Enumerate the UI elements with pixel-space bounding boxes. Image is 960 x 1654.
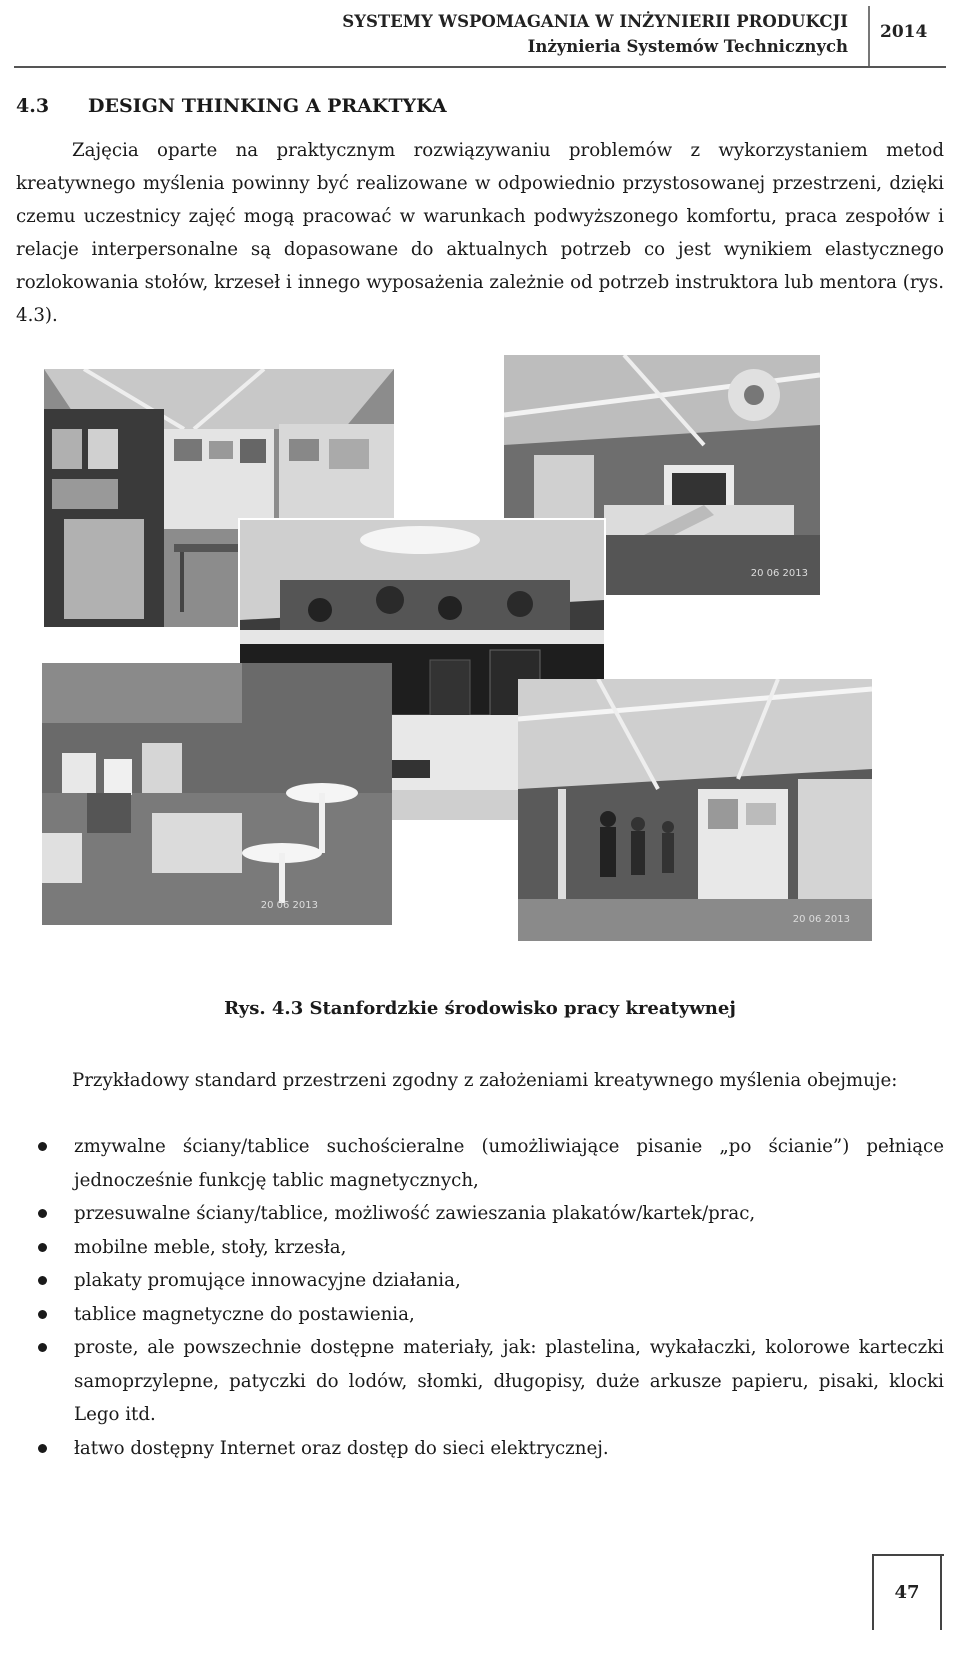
list-item: [16, 1197, 944, 1231]
list-item-text: tablice magnetyczne do postawienia,: [74, 1303, 415, 1325]
photo-date-2: 20 06 2013: [260, 900, 318, 911]
section-title: [16, 95, 447, 117]
list-item: [16, 1130, 944, 1197]
intro-paragraph: Zajęcia oparte na praktycznym rozwiązywaniu problemów z wykorzystaniem metod kreatywnego myślenia powinny być realizowane w odpowiednio przystosowanej przestrzeni, dzięki czemu uczestnicy zajęć mogą pracować w warunkach podwyższonego komfortu, praca zespołów i relacje interpersonalne są dopasowane do aktualnych potrzeb co jest wynikiem elastycznego rozlokowania stołów, krzeseł i innego wyposażenia zależnie od potrzeb instruktora lub mentora (rys. 4.3).: [16, 140, 944, 326]
bullet-icon: [38, 1444, 47, 1453]
bullet-icon: [38, 1343, 47, 1352]
bullet-icon: [38, 1142, 47, 1151]
photo-lounge-furniture: [42, 663, 392, 925]
photo-date-3: 20 06 2013: [792, 914, 850, 925]
list-item-text: mobilne meble, stoły, krzesła,: [74, 1236, 347, 1258]
figure-collage: [40, 355, 920, 985]
header-year: 2014: [880, 22, 928, 42]
section-heading: DESIGN THINKING A PRAKTYKA: [88, 95, 447, 117]
standard-paragraph: Przykładowy standard przestrzeni zgodny z założeniami kreatywnego myślenia obejmuje:: [72, 1070, 898, 1091]
page-number: 47: [894, 1582, 920, 1603]
figure-caption: Rys. 4.3 Stanfordzkie środowisko pracy kreatywnej: [224, 998, 736, 1019]
list-item: [16, 1264, 944, 1298]
header-journal: SYSTEMY WSPOMAGANIA W INŻYNIERII PRODUKCJI: [342, 12, 848, 31]
list-item: [16, 1432, 944, 1466]
page-header: [0, 0, 960, 68]
list-item: [16, 1331, 944, 1432]
header-separator: [868, 6, 870, 66]
header-rule: [14, 66, 946, 68]
list-item-text: zmywalne ściany/tablice suchościeralne (umożliwiające pisanie „po ścianie”) pełniące jednocześnie funkcję tablic magnetycznych,: [74, 1136, 944, 1191]
photo-date-1: 20 06 2013: [750, 568, 808, 579]
list-item-text: łatwo dostępny Internet oraz dostęp do sieci elektrycznej.: [74, 1437, 609, 1459]
header-title: [342, 9, 848, 59]
bullet-icon: [38, 1243, 47, 1252]
header-subtitle: Inżynieria Systemów Technicznych: [527, 37, 848, 56]
bullet-icon: [38, 1209, 47, 1218]
list-item-text: plakaty promujące innowacyjne działania,: [74, 1270, 461, 1291]
list-item: [16, 1298, 944, 1332]
list-item-text: przesuwalne ściany/tablice, możliwość zawieszania plakatów/kartek/prac,: [74, 1203, 756, 1224]
bullet-icon: [38, 1310, 47, 1319]
section-number: 4.3: [16, 95, 50, 117]
list-item-text: proste, ale powszechnie dostępne materiały, jak: plastelina, wykałaczki, kolorowe karteczki samoprzylepne, patyczki do lodów, słomki, długopisy, duże arkusze papieru, pisaki, klocki Lego itd.: [74, 1337, 944, 1425]
bullet-list: [16, 1130, 944, 1465]
list-item: [16, 1231, 944, 1265]
bullet-icon: [38, 1276, 47, 1285]
photo-hallway-workspace-image: [518, 679, 872, 941]
photo-lounge-furniture-image: [42, 663, 392, 925]
photo-hallway-workspace: [518, 679, 872, 941]
